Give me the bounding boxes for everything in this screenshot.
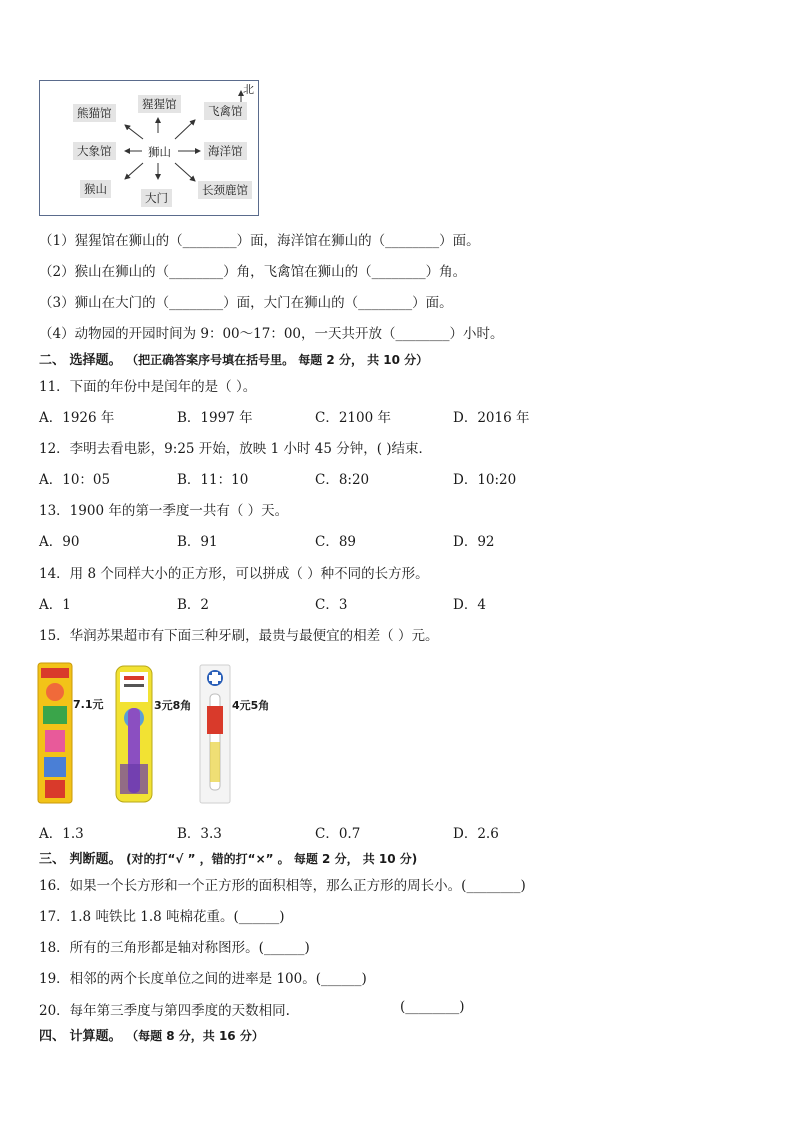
section-4-title: 四、 计算题。	[39, 1029, 122, 1044]
q15-option-c: C．0.7	[315, 826, 361, 842]
q15-option-d: D．2.6	[453, 826, 499, 842]
judge-question-18: 18．所有的三角形都是轴对称图形。(______)	[39, 940, 310, 956]
section-2-heading	[39, 349, 428, 368]
north-label: 北	[243, 83, 254, 96]
judge-question-16: 16．如果一个长方形和一个正方形的面积相等，那么正方形的周长小。(________)	[39, 878, 526, 894]
judge-question-20: 20．每年第三季度与第四季度的天数相同.	[39, 1003, 290, 1019]
place-center-lion: 狮山	[148, 145, 171, 159]
place-chengcheng: 猩猩馆	[138, 95, 181, 113]
fill-question-4: （4）动物园的开园时间为 9：00～17：00，一天共开放（________）小时。	[39, 326, 504, 342]
place-elephant: 大象馆	[73, 142, 116, 160]
choice-question-13: 13．1900 年的第一季度一共有（ ）天。	[39, 503, 289, 519]
toothbrush-purple-image	[114, 664, 154, 804]
toothbrush-yellow-image	[37, 662, 73, 804]
q14-option-d: D．4	[453, 597, 486, 613]
fill-question-1: （1）猩猩馆在狮山的（________）面，海洋馆在狮山的（________）面。	[39, 233, 480, 249]
q15-option-a: A．1.3	[39, 826, 84, 842]
direction-map	[39, 80, 259, 216]
q13-option-a: A．90	[39, 534, 80, 550]
judge-question-20-blank: (________)	[400, 999, 465, 1015]
toothbrush-white-image	[199, 664, 231, 804]
section-3-title: 三、 判断题。	[39, 852, 122, 867]
q13-option-b: B．91	[177, 534, 218, 550]
toothbrush-price-1: 7.1元	[73, 698, 104, 711]
q11-option-d: D．2016 年	[453, 410, 530, 426]
q14-option-c: C．3	[315, 597, 348, 613]
q11-option-b: B．1997 年	[177, 410, 253, 426]
q12-option-c: C．8:20	[315, 472, 370, 488]
q12-option-a: A．10：05	[39, 472, 111, 488]
toothbrush-price-3: 4元5角	[232, 699, 270, 712]
place-giraffe: 长颈鹿馆	[198, 181, 252, 199]
place-birds: 飞禽馆	[204, 102, 247, 120]
q11-option-a: A．1926 年	[39, 410, 115, 426]
judge-question-19: 19．相邻的两个长度单位之间的进率是 100。(______)	[39, 971, 367, 987]
choice-question-12: 12．李明去看电影，9:25 开始，放映 1 小时 45 分钟，( )结束．	[39, 441, 433, 457]
q14-option-b: B．2	[177, 597, 210, 613]
q15-option-b: B．3.3	[177, 826, 222, 842]
section-2-title: 二、 选择题。	[39, 353, 122, 368]
judge-question-17: 17．1.8 吨铁比 1.8 吨棉花重。(______)	[39, 909, 285, 925]
section-4-heading	[39, 1025, 264, 1044]
section-3-note: (对的打“√ ” ，错的打“×” 。 每题 2 分， 共 10 分)	[126, 852, 418, 866]
place-monkey: 猴山	[80, 180, 111, 198]
place-panda: 熊猫馆	[73, 104, 116, 122]
q13-option-d: D．92	[453, 534, 495, 550]
choice-question-14: 14．用 8 个同样大小的正方形，可以拼成（ ）种不同的长方形。	[39, 566, 429, 582]
place-ocean: 海洋馆	[204, 142, 247, 160]
fill-question-3: （3）狮山在大门的（________）面，大门在狮山的（________）面。	[39, 295, 453, 311]
section-4-note: （每题 8 分，共 16 分）	[126, 1029, 264, 1043]
q12-option-b: B．11：10	[177, 472, 249, 488]
q11-option-c: C．2100 年	[315, 410, 391, 426]
q12-option-d: D．10:20	[453, 472, 517, 488]
section-2-note: （把正确答案序号填在括号里。 每题 2 分， 共 10 分）	[126, 353, 429, 367]
choice-question-15: 15．华润苏果超市有下面三种牙刷，最贵与最便宜的相差（ ）元。	[39, 628, 439, 644]
fill-question-2: （2）猴山在狮山的（________）角，飞禽馆在狮山的（________）角。	[39, 264, 467, 280]
section-3-heading	[39, 848, 417, 867]
q14-option-a: A．1	[39, 597, 71, 613]
toothbrush-price-2: 3元8角	[154, 699, 192, 712]
place-gate: 大门	[141, 189, 172, 207]
q13-option-c: C．89	[315, 534, 357, 550]
choice-question-11: 11．下面的年份中是闰年的是（ ）。	[39, 379, 257, 395]
